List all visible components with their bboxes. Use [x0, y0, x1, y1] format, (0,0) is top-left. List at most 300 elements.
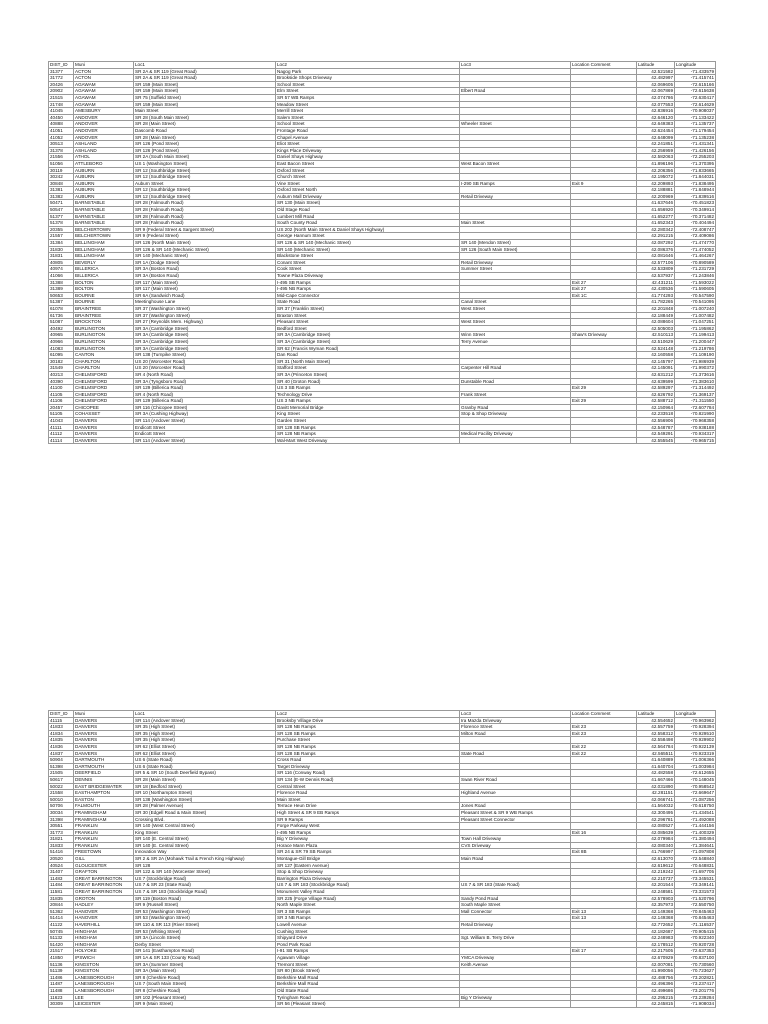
cell-dist-id: 41105 [49, 391, 74, 398]
cell-muni: ATHOL [74, 154, 134, 161]
table-row [49, 332, 716, 339]
cell-longitude: -70.730560 [675, 961, 716, 968]
cell-latitude: 42.188881 [637, 187, 675, 194]
cell-muni: FRAMINGHAM [74, 809, 134, 816]
cell-loc3 [460, 253, 571, 260]
cell-dist-id: 41106 [49, 398, 74, 405]
cell-muni: ATTLEBORO [74, 160, 134, 167]
cell-loc3 [460, 233, 571, 240]
cell-location-comment [571, 968, 637, 975]
header-loc3: Loc3 [460, 711, 571, 718]
cell-loc3: Florence Street [460, 724, 571, 731]
cell-loc1: SR 12 (Southbridge Street) [134, 174, 276, 181]
cell-dist-id: 40450 [49, 114, 74, 121]
cell-dist-id: 51414 [49, 915, 74, 922]
cell-loc3: Carpenter Hill Road [460, 365, 571, 372]
cell-location-comment [571, 141, 637, 148]
table-row [49, 823, 716, 830]
cell-loc3 [460, 68, 571, 75]
table-row [49, 424, 716, 431]
sheet-page-1 [48, 61, 715, 444]
cell-latitude: 42.582063 [637, 154, 675, 161]
cell-loc3: Keith Avenue [460, 961, 571, 968]
cell-location-comment [571, 305, 637, 312]
table-row [49, 783, 716, 790]
cell-loc1: Derby Street [134, 941, 276, 948]
cell-longitude: -70.928394 [675, 724, 716, 731]
cell-muni: AGAWAM [74, 94, 134, 101]
cell-latitude: 42.521582 [637, 68, 675, 75]
cell-dist-id: 50904 [49, 757, 74, 764]
cell-location-comment: Exit 13 [571, 915, 637, 922]
cell-latitude: 41.652277 [637, 213, 675, 220]
cell-longitude: -70.837100 [675, 954, 716, 961]
cell-loc2: Daniel Shays Highway [276, 154, 460, 161]
cell-location-comment [571, 81, 637, 88]
cell-loc3 [460, 345, 571, 352]
cell-loc2: Vine Street [276, 180, 460, 187]
table-row [49, 312, 716, 319]
table-row [49, 757, 716, 764]
cell-muni: LANESBOROUGH [74, 987, 134, 994]
cell-loc3: South Maple Street [460, 902, 571, 909]
cell-latitude: 42.626792 [637, 391, 675, 398]
cell-dist-id: 30309 [49, 1001, 74, 1008]
cell-loc3 [460, 286, 571, 293]
cell-latitude: 42.558498 [637, 737, 675, 744]
cell-latitude: 42.245815 [637, 1001, 675, 1008]
cell-muni: CHARLTON [74, 358, 134, 365]
cell-location-comment [571, 378, 637, 385]
cell-latitude: 42.086376 [637, 246, 675, 253]
cell-loc3: Frank Street [460, 391, 571, 398]
cell-loc1: Dascomb Road [134, 127, 276, 134]
cell-loc3: SR 126 (South Main Street) [460, 246, 571, 253]
cell-location-comment [571, 869, 637, 876]
cell-loc1: Crossing Blvd. [134, 816, 276, 823]
table-row [49, 266, 716, 273]
header-latitude: Latitude [637, 711, 675, 718]
cell-location-comment [571, 987, 637, 994]
cell-location-comment [571, 895, 637, 902]
cell-longitude: -71.380494 [675, 836, 716, 843]
cell-loc1: SR 28 (Falmouth Road) [134, 207, 276, 214]
cell-latitude: 42.080340 [637, 842, 675, 849]
table-row [49, 411, 716, 418]
cell-dist-id: 40524 [49, 862, 74, 869]
cell-dist-id: 30551 [49, 823, 74, 830]
cell-loc2: SR 128 NB Ramps [276, 743, 460, 750]
cell-loc3 [460, 358, 571, 365]
cell-latitude: 41.782265 [637, 299, 675, 306]
table-row [49, 816, 716, 823]
cell-loc2: Mid-Cape Connector [276, 292, 460, 299]
cell-muni: EAST BRIDGEWATER [74, 783, 134, 790]
cell-latitude: 42.557759 [637, 724, 675, 731]
cell-muni: DANVERS [74, 424, 134, 431]
cell-latitude: 42.588712 [637, 398, 675, 405]
table-row [49, 961, 716, 968]
cell-location-comment [571, 954, 637, 961]
cell-location-comment [571, 121, 637, 128]
crash-locations-table-1 [48, 61, 716, 444]
cell-dist-id: 21517 [49, 948, 74, 955]
cell-loc1: SR 37 (Washington Street) [134, 305, 276, 312]
cell-dist-id: 51420 [49, 941, 74, 948]
cell-loc3 [460, 928, 571, 935]
cell-longitude: -70.541095 [675, 299, 716, 306]
cell-longitude: -71.003984 [675, 763, 716, 770]
cell-loc2: US 3 SB Ramps [276, 385, 460, 392]
cell-dist-id: 50653 [49, 292, 74, 299]
cell-dist-id: 41043 [49, 418, 74, 425]
cell-loc1: SR 28 (Falmouth Road) [134, 220, 276, 227]
table-row [49, 259, 716, 266]
cell-loc3: Town Hall Driveway [460, 836, 571, 843]
cell-latitude: 42.291215 [637, 233, 675, 240]
cell-dist-id: 31377 [49, 68, 74, 75]
cell-location-comment: Exit 29 [571, 398, 637, 405]
cell-loc3 [460, 987, 571, 994]
cell-dist-id: 21505 [49, 770, 74, 777]
cell-muni: ACTON [74, 68, 134, 75]
cell-longitude: -70.723627 [675, 968, 716, 975]
cell-dist-id: 31835 [49, 895, 74, 902]
cell-muni: CHELMSFORD [74, 371, 134, 378]
cell-loc1: SR 119 (Boston Road) [134, 895, 276, 902]
cell-location-comment [571, 345, 637, 352]
cell-dist-id: 40805 [49, 259, 74, 266]
cell-loc2: SR 128 SB Ramps [276, 424, 460, 431]
cell-latitude: 42.565511 [637, 750, 675, 757]
cell-latitude: 42.150964 [637, 404, 675, 411]
cell-loc1: SR 75 (Suffield Street) [134, 94, 276, 101]
cell-loc3 [460, 213, 571, 220]
cell-location-comment [571, 875, 637, 882]
cell-loc2: SR 3A (Cambridge Street) [276, 338, 460, 345]
cell-longitude: -70.618750 [675, 803, 716, 810]
cell-loc3 [460, 292, 571, 299]
cell-latitude: 42.206356 [637, 167, 675, 174]
cell-loc3 [460, 770, 571, 777]
cell-latitude: 42.482997 [637, 75, 675, 82]
cell-muni: GILL [74, 856, 134, 863]
table-row [49, 121, 716, 128]
cell-loc1: SR 35 (High Street) [134, 730, 276, 737]
cell-loc1: SR 35 (High Street) [134, 724, 276, 731]
cell-location-comment [571, 790, 637, 797]
cell-loc2: US 202 (North Main Street & Daniel Shays Highway) [276, 226, 460, 233]
cell-dist-id: 31398 [49, 816, 74, 823]
cell-dist-id: 11483 [49, 875, 74, 882]
cell-latitude: 42.088604 [637, 319, 675, 326]
header-loc1: Loc1 [134, 62, 276, 69]
cell-muni: BURLINGTON [74, 338, 134, 345]
table-row [49, 174, 716, 181]
cell-dist-id: 31549 [49, 365, 74, 372]
cell-loc1: SR 6A (Sandwich Road) [134, 292, 276, 299]
cell-loc1: SR 28 (Main Street) [134, 134, 276, 141]
cell-dist-id: 61078 [49, 305, 74, 312]
header-location-comment: Location Comment [571, 62, 637, 69]
table-row [49, 246, 716, 253]
cell-muni: DANVERS [74, 431, 134, 438]
table-row [49, 127, 716, 134]
cell-loc2: King Street [276, 411, 460, 418]
cell-location-comment [571, 187, 637, 194]
cell-longitude: -70.908037 [675, 108, 716, 115]
table-row [49, 141, 716, 148]
cell-longitude: -70.451823 [675, 200, 716, 207]
cell-longitude: -70.923319 [675, 750, 716, 757]
table-row [49, 391, 716, 398]
cell-longitude: -72.408747 [675, 226, 716, 233]
cell-loc1: SR 126 & SR 140 (Mechanic Street) [134, 246, 276, 253]
cell-loc1: US 6 (State Road) [134, 757, 276, 764]
cell-latitude: 42.031890 [637, 783, 675, 790]
cell-muni: BILLERICA [74, 266, 134, 273]
cell-loc2: I-495 NB Ramps [276, 286, 460, 293]
cell-dist-id: 30119 [49, 167, 74, 174]
cell-loc1: SR 117 (Main Street) [134, 279, 276, 286]
cell-loc3: Stop & Shop Driveway [460, 411, 571, 418]
cell-muni: LEE [74, 994, 134, 1001]
cell-loc2: SR 126 & SR 140 (Mechanic Street) [276, 240, 460, 247]
table-row [49, 200, 716, 207]
cell-muni: BARNSTABLE [74, 207, 134, 214]
cell-loc1: SR 28 (South Main Street) [134, 114, 276, 121]
cell-loc3: Sandy Pond Road [460, 895, 571, 902]
cell-loc2: Cook Street [276, 266, 460, 273]
table-row [49, 358, 716, 365]
table-row [49, 922, 716, 929]
cell-loc3 [460, 757, 571, 764]
table-row [49, 954, 716, 961]
cell-dist-id: 30242 [49, 174, 74, 181]
cell-location-comment [571, 220, 637, 227]
cell-loc1: SR 4 (North Road) [134, 391, 276, 398]
cell-muni: DANVERS [74, 750, 134, 757]
cell-dist-id: 51378 [49, 220, 74, 227]
cell-location-comment [571, 763, 637, 770]
cell-location-comment [571, 981, 637, 988]
cell-longitude: -70.920728 [675, 941, 716, 948]
cell-loc2: Tyringham Road [276, 994, 460, 1001]
cell-longitude: -70.845463 [675, 908, 716, 915]
cell-latitude: 42.195072 [637, 174, 675, 181]
cell-location-comment: Exit 17 [571, 948, 637, 955]
cell-longitude: -73.237417 [675, 981, 716, 988]
table-row [49, 968, 716, 975]
table-row [49, 724, 716, 731]
cell-location-comment [571, 902, 637, 909]
table-row [49, 829, 716, 836]
cell-longitude: -71.135737 [675, 121, 716, 128]
cell-loc3: Dunstable Road [460, 378, 571, 385]
cell-loc1: SR 159 (Main Street) [134, 81, 276, 88]
cell-loc3: Retail Driveway [460, 922, 571, 929]
cell-loc3: Milton Road [460, 730, 571, 737]
cell-muni: FALMOUTH [74, 803, 134, 810]
cell-dist-id: 31384 [49, 240, 74, 247]
cell-muni: DANVERS [74, 418, 134, 425]
cell-loc2: SR 24 & SR 79 SB Ramps [276, 849, 460, 856]
cell-loc1: SR 35 (High Street) [134, 737, 276, 744]
cell-loc3 [460, 941, 571, 948]
cell-loc2: Nagog Park [276, 68, 460, 75]
cell-location-comment: Exit 16 [571, 829, 637, 836]
cell-loc2: US 7 & SR 183 (Stockbridge Road) [276, 882, 460, 889]
cell-muni: DANVERS [74, 743, 134, 750]
cell-longitude: -71.369137 [675, 391, 716, 398]
cell-loc1: US 20 (Worcester Road) [134, 365, 276, 372]
cell-dist-id: 41115 [49, 717, 74, 724]
cell-latitude: 42.241851 [637, 141, 675, 148]
cell-loc1: Main Street [134, 108, 276, 115]
cell-dist-id: 51387 [49, 299, 74, 306]
cell-loc1: SR 28 (Falmouth Road) [134, 213, 276, 220]
cell-latitude: 42.648099 [637, 134, 675, 141]
cell-location-comment [571, 108, 637, 115]
cell-longitude: -72.615166 [675, 81, 716, 88]
cell-muni: LEICESTER [74, 1001, 134, 1008]
cell-latitude: 42.554652 [637, 717, 675, 724]
header-loc3: Loc3 [460, 62, 571, 69]
table-row [49, 385, 716, 392]
cell-muni: FRAMINGHAM [74, 816, 134, 823]
cell-latitude: 42.201848 [637, 305, 675, 312]
cell-muni: HOLYOKE [74, 948, 134, 955]
cell-muni: DEERFIELD [74, 770, 134, 777]
cell-longitude: -71.087256 [675, 796, 716, 803]
cell-loc1: SR 117 (Main Street) [134, 286, 276, 293]
cell-longitude: -72.409086 [675, 233, 716, 240]
cell-loc3: US 7 & SR 183 (State Road) [460, 882, 571, 889]
header-row [49, 711, 716, 718]
cell-loc1: SR 2A & SR 119 (Great Road) [134, 68, 276, 75]
cell-location-comment: Exit 23 [571, 724, 637, 731]
cell-longitude: -71.433579 [675, 68, 716, 75]
table-row [49, 292, 716, 299]
cell-latitude: 42.555545 [637, 437, 675, 444]
cell-muni: AUBURN [74, 187, 134, 194]
cell-loc1: SR 62 (Elliot Street) [134, 750, 276, 757]
table-row [49, 193, 716, 200]
cell-loc3 [460, 101, 571, 108]
cell-longitude: -71.492088 [675, 816, 716, 823]
cell-latitude: 42.081646 [637, 253, 675, 260]
cell-loc2: Lumbert Mill Road [276, 213, 460, 220]
table-row [49, 882, 716, 889]
cell-loc2: I-495 NB Ramps [276, 829, 460, 836]
cell-loc1: SR 129 (Billerica Road) [134, 398, 276, 405]
cell-longitude: -71.474770 [675, 240, 716, 247]
cell-loc2: SR 3 SB Ramps [276, 908, 460, 915]
cell-dist-id: 40492 [49, 325, 74, 332]
cell-latitude: 42.248983 [637, 935, 675, 942]
table-row [49, 299, 716, 306]
cell-loc2: I-91 SB Ramps [276, 948, 460, 955]
cell-muni: CHELMSFORD [74, 385, 134, 392]
cell-location-comment [571, 233, 637, 240]
cell-location-comment [571, 325, 637, 332]
cell-dist-id: 31407 [49, 869, 74, 876]
cell-longitude: -71.590605 [675, 286, 716, 293]
cell-location-comment [571, 776, 637, 783]
cell-latitude: 41.640704 [637, 763, 675, 770]
cell-longitude: -71.384641 [675, 842, 716, 849]
cell-latitude: 42.578903 [637, 895, 675, 902]
cell-latitude: 42.670929 [637, 954, 675, 961]
cell-longitude: -71.311550 [675, 398, 716, 405]
cell-longitude: -72.548840 [675, 856, 716, 863]
cell-loc2: Meadow Street [276, 101, 460, 108]
cell-loc3 [460, 763, 571, 770]
table-row [49, 895, 716, 902]
cell-muni: AUBURN [74, 174, 134, 181]
cell-dist-id: 20902 [49, 88, 74, 95]
cell-loc2: SR 225 (Forge Village Road) [276, 895, 460, 902]
cell-dist-id: 41112 [49, 431, 74, 438]
cell-dist-id: 51056 [49, 160, 74, 167]
cell-loc1: SR 3A (Boston Road) [134, 266, 276, 273]
cell-longitude: -71.400329 [675, 829, 716, 836]
cell-muni: IPSWICH [74, 954, 134, 961]
cell-longitude: -72.612655 [675, 770, 716, 777]
cell-loc1: SR 3A (Cambridge Street) [134, 345, 276, 352]
cell-latitude: 42.067869 [637, 88, 675, 95]
cell-longitude: -71.314492 [675, 385, 716, 392]
cell-latitude: 42.589297 [637, 385, 675, 392]
cell-loc2: SR 3A (Princeton Street) [276, 371, 460, 378]
cell-loc1: SR 2A (South Main Street) [134, 154, 276, 161]
cell-location-comment: Shaw's Driveway [571, 332, 637, 339]
cell-longitude: -71.833665 [675, 167, 716, 174]
cell-location-comment [571, 365, 637, 372]
cell-muni: BEVERLY [74, 259, 134, 266]
cell-muni: BARNSTABLE [74, 213, 134, 220]
cell-location-comment [571, 757, 637, 764]
cell-loc3 [460, 147, 571, 154]
cell-loc1: SR 53 (Whiting Street) [134, 928, 276, 935]
table-row [49, 68, 716, 75]
cell-loc2: Brooksby Village Drive [276, 717, 460, 724]
cell-location-comment [571, 167, 637, 174]
cell-latitude: 42.233518 [637, 411, 675, 418]
cell-dist-id: 50022 [49, 783, 74, 790]
cell-dist-id: 61095 [49, 352, 74, 359]
cell-muni: ANDOVER [74, 127, 134, 134]
cell-loc3 [460, 915, 571, 922]
cell-longitude: -71.200447 [675, 338, 716, 345]
table-row [49, 948, 716, 955]
cell-longitude: -71.243846 [675, 273, 716, 280]
cell-muni: CHELMSFORD [74, 391, 134, 398]
cell-dist-id: 41850 [49, 954, 74, 961]
header-loc2: Loc2 [276, 711, 460, 718]
cell-location-comment [571, 253, 637, 260]
cell-loc3 [460, 81, 571, 88]
cell-loc2: SR 3 NB Ramps [276, 915, 460, 922]
cell-latitude: 42.624454 [637, 127, 675, 134]
cell-loc1: SR 8 (Cheshire Road) [134, 987, 276, 994]
cell-longitude: -71.839516 [675, 193, 716, 200]
table-row [49, 365, 716, 372]
cell-longitude: -71.116537 [675, 922, 716, 929]
cell-muni: DANVERS [74, 437, 134, 444]
cell-loc2: Frontage Road [276, 127, 460, 134]
cell-loc2: Stop & Shop Driveway [276, 869, 460, 876]
